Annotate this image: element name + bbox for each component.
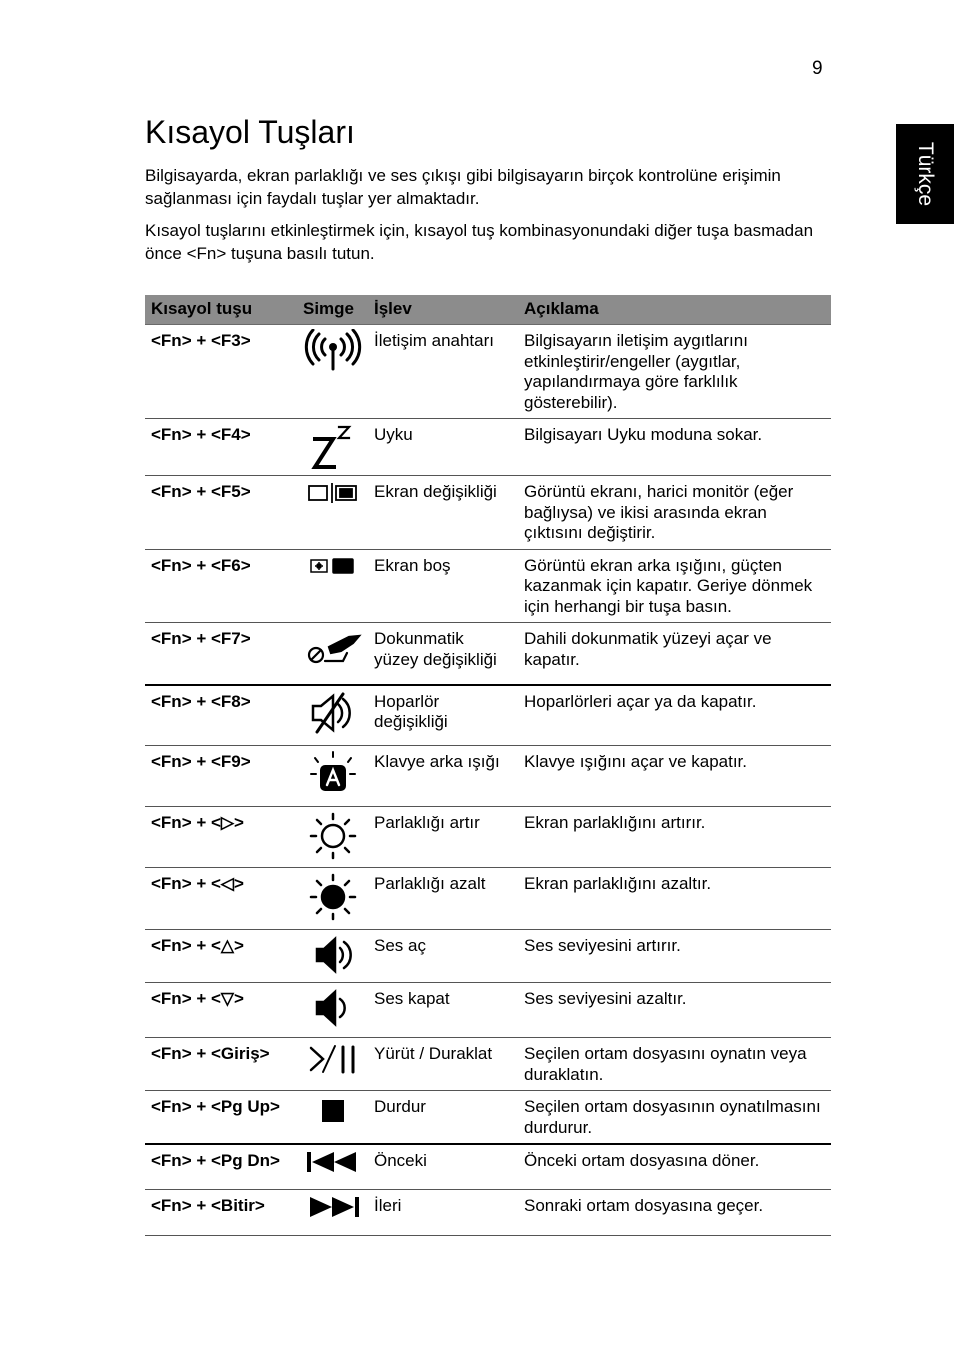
header-shortcut: Kısayol tuşu [145, 295, 297, 325]
sleep-icon [303, 423, 363, 471]
description: Bilgisayarı Uyku moduna sokar. [518, 419, 831, 476]
description: Klavye ışığını açar ve kapatır. [518, 746, 831, 807]
shortcut-key: <Fn> + <Pg Up> [145, 1091, 297, 1145]
table-row [145, 476, 831, 550]
function-label: Ekran boş [368, 549, 518, 623]
keyboard-backlight-icon [303, 750, 363, 798]
wireless-icon [303, 329, 363, 373]
table-row [145, 1091, 831, 1145]
shortcut-key: <Fn> + <△> [145, 930, 297, 983]
description: Ekran parlaklığını artırır. [518, 807, 831, 868]
description: Önceki ortam dosyasına döner. [518, 1144, 831, 1189]
shortcut-key: <Fn> + <▷> [145, 807, 297, 868]
brightness-down-icon [303, 872, 363, 922]
table-row [145, 1038, 831, 1091]
function-label: Hoparlör değişikliği [368, 685, 518, 746]
function-label: Durdur [368, 1091, 518, 1145]
table-header-row [145, 295, 831, 325]
touchpad-icon [303, 627, 363, 667]
brightness-up-icon [303, 811, 363, 861]
function-label: Ekran değişikliği [368, 476, 518, 550]
description: Ses seviyesini artırır. [518, 930, 831, 983]
speaker-mute-icon [303, 690, 363, 736]
language-tab-label: Türkçe [914, 141, 937, 207]
shortcut-key: <Fn> + <F3> [145, 325, 297, 419]
description: Dahili dokunmatik yüzeyi açar ve kapatır. [518, 623, 831, 685]
shortcut-key: <Fn> + <F5> [145, 476, 297, 550]
description: Sonraki ortam dosyasına geçer. [518, 1189, 831, 1235]
language-tab [896, 124, 954, 224]
function-label: Ses kapat [368, 983, 518, 1038]
next-track-icon [303, 1194, 363, 1220]
description: Bilgisayarın iletişim aygıtlarını etkinleştirir/engeller (aygıtlar, yapılandırmaya göre farklılık gösterebilir). [518, 325, 831, 419]
function-label: İleri [368, 1189, 518, 1235]
table-row [145, 549, 831, 623]
shortcut-key: <Fn> + <F9> [145, 746, 297, 807]
shortcut-key: <Fn> + <F6> [145, 549, 297, 623]
shortcut-key: <Fn> + <Pg Dn> [145, 1144, 297, 1189]
table-row [145, 685, 831, 746]
description: Seçilen ortam dosyasının oynatılmasını durdurur. [518, 1091, 831, 1145]
intro-paragraph-1: Bilgisayarda, ekran parlaklığı ve ses çıkışı gibi bilgisayarın birçok kontrolüne erişimin sağlanması için faydalı tuşlar yer almaktadır. [145, 166, 781, 208]
description: Hoparlörleri açar ya da kapatır. [518, 685, 831, 746]
description: Ekran parlaklığını azaltır. [518, 868, 831, 930]
shortcut-key: <Fn> + <Giriş> [145, 1038, 297, 1091]
previous-track-icon [303, 1149, 363, 1175]
table-row [145, 1144, 831, 1189]
table-row [145, 746, 831, 807]
table-row [145, 930, 831, 983]
function-label: Uyku [368, 419, 518, 476]
intro-paragraph-2: Kısayol tuşlarını etkinleştirmek için, kısayol tuş kombinasyonundaki diğer tuşa basmadan önce <Fn> tuşuna basılı tutun. [145, 221, 814, 263]
function-label: Yürüt / Duraklat [368, 1038, 518, 1091]
display-toggle-icon [303, 480, 363, 506]
shortcut-table [145, 295, 831, 1236]
description: Görüntü ekran arka ışığını, güçten kazanmak için kapatır. Geriye dönmek için herhangi bir tuşa basın. [518, 549, 831, 623]
description: Seçilen ortam dosyasını oynatın veya duraklatın. [518, 1038, 831, 1091]
table-row [145, 983, 831, 1038]
shortcut-key: <Fn> + <F4> [145, 419, 297, 476]
header-description: Açıklama [518, 295, 831, 325]
page-number: 9 [812, 58, 823, 79]
table-row [145, 807, 831, 868]
stop-icon [303, 1095, 363, 1125]
volume-down-icon [303, 987, 363, 1029]
table-row [145, 1189, 831, 1235]
function-label: Önceki [368, 1144, 518, 1189]
shortcut-key: <Fn> + <◁> [145, 868, 297, 930]
play-pause-icon [303, 1042, 363, 1076]
function-label: İletişim anahtarı [368, 325, 518, 419]
header-function: İşlev [368, 295, 518, 325]
shortcut-key: <Fn> + <F8> [145, 685, 297, 746]
table-row [145, 868, 831, 930]
description: Ses seviyesini azaltır. [518, 983, 831, 1038]
description: Görüntü ekranı, harici monitör (eğer bağlıysa) ve ikisi arasında ekran çıktısını değiştirir. [518, 476, 831, 550]
shortcut-key: <Fn> + <▽> [145, 983, 297, 1038]
shortcut-key: <Fn> + <F7> [145, 623, 297, 685]
function-label: Dokunmatik yüzey değişikliği [368, 623, 518, 685]
table-row [145, 419, 831, 476]
function-label: Klavye arka ışığı [368, 746, 518, 807]
table-row [145, 325, 831, 419]
function-label: Parlaklığı azalt [368, 868, 518, 930]
function-label: Parlaklığı artır [368, 807, 518, 868]
volume-up-icon [303, 934, 363, 976]
display-off-icon [303, 554, 363, 578]
page-title: Kısayol Tuşları [145, 114, 355, 150]
shortcut-key: <Fn> + <Bitir> [145, 1189, 297, 1235]
function-label: Ses aç [368, 930, 518, 983]
table-row [145, 623, 831, 685]
header-icon: Simge [297, 295, 368, 325]
